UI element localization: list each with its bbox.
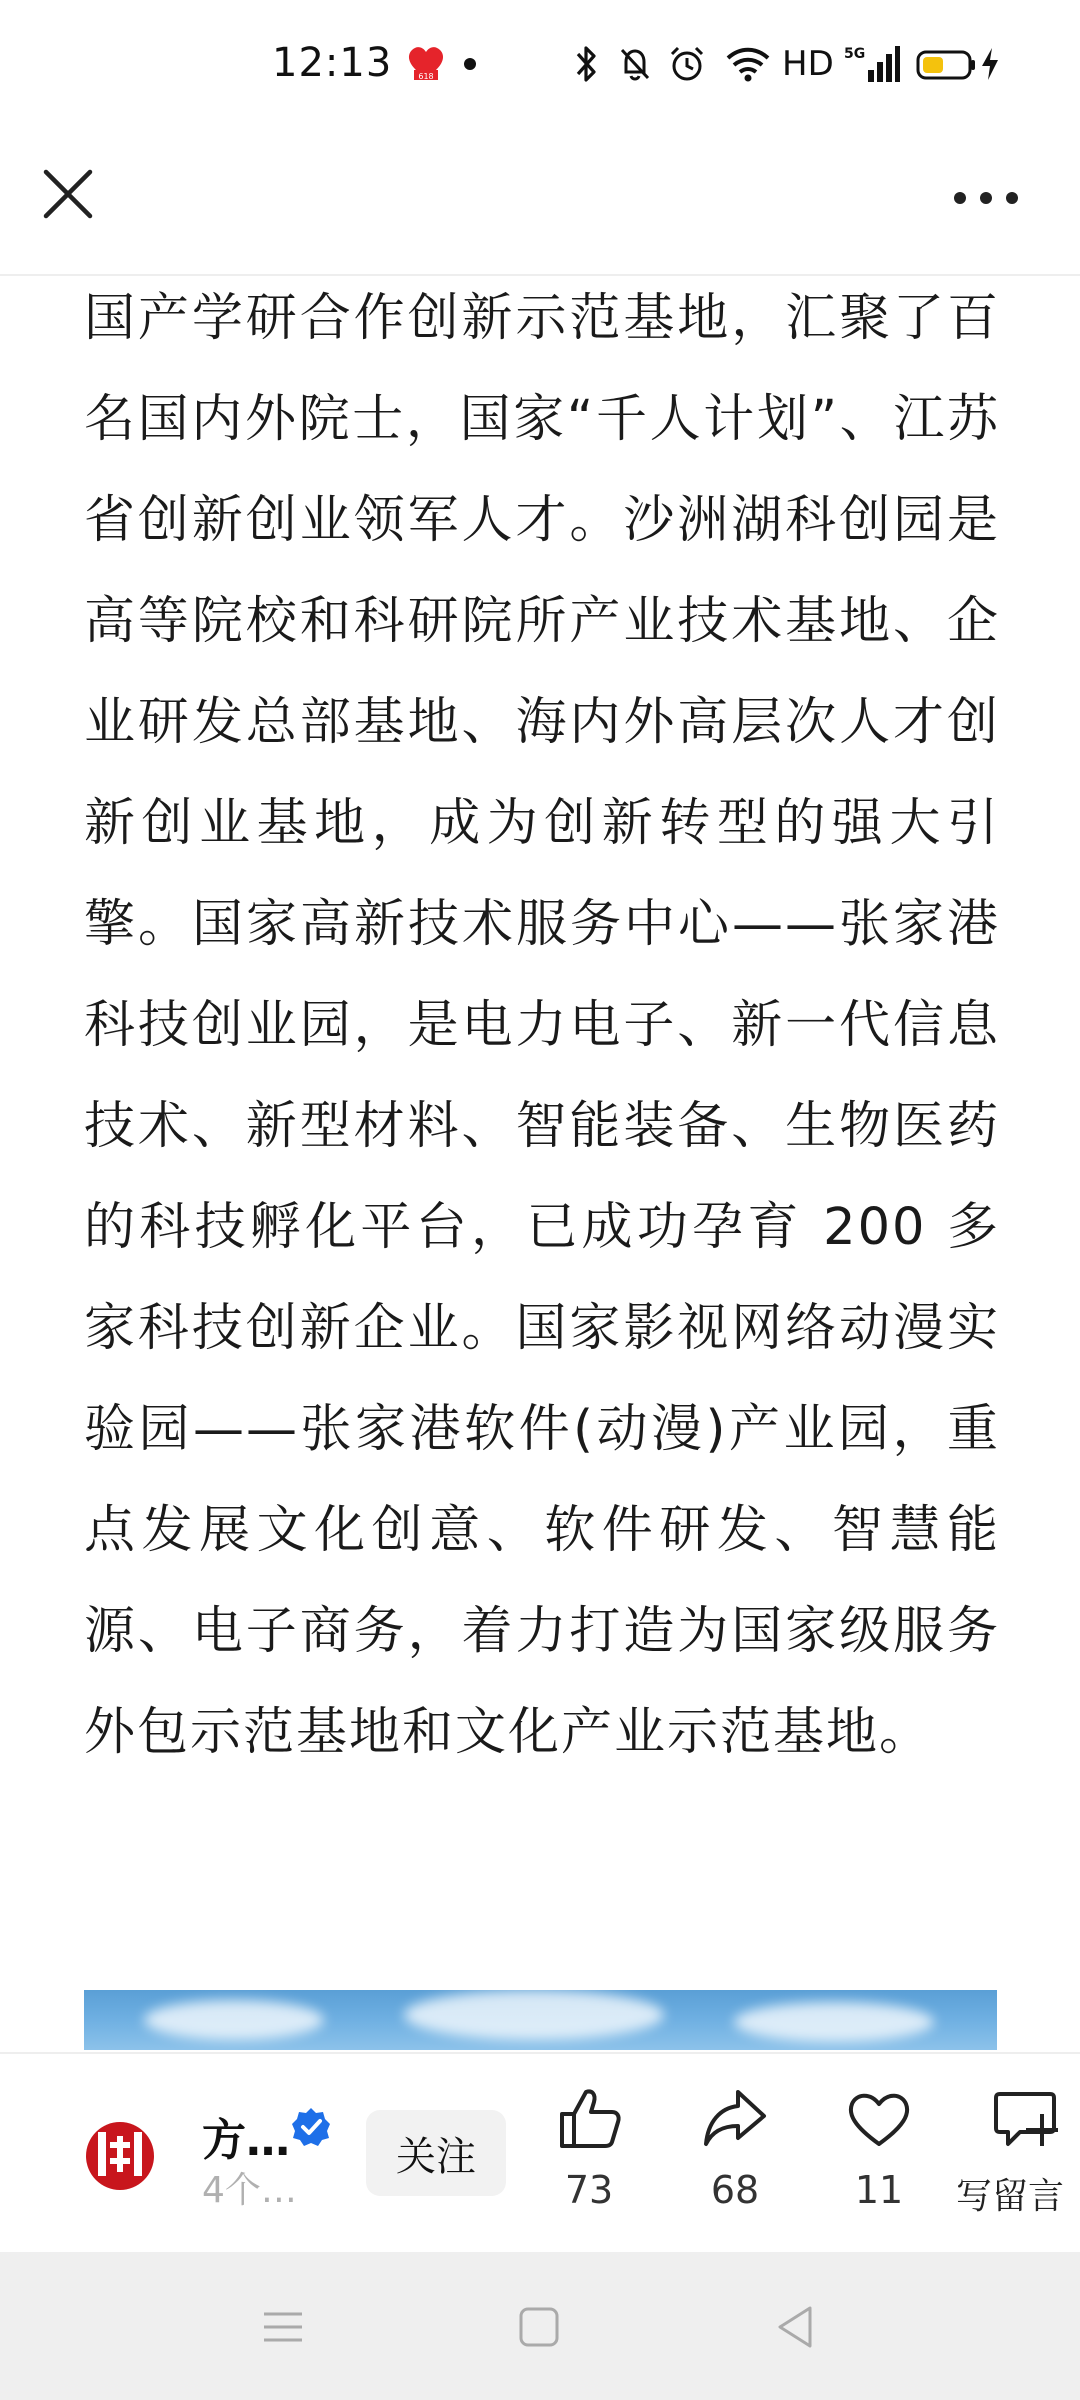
status-bar <box>0 0 1080 130</box>
bottom-action-bar <box>0 2052 1080 2254</box>
follow-button[interactable]: 关注 <box>366 2110 506 2196</box>
top-toolbar <box>0 130 1080 276</box>
heart-icon <box>844 2084 914 2154</box>
thumbs-up-icon <box>554 2084 624 2154</box>
author-name[interactable]: 方… <box>202 2115 290 2166</box>
verified-icon <box>290 2106 332 2148</box>
charging-icon <box>978 44 1002 84</box>
write-comment-button[interactable] <box>956 2084 1080 2219</box>
wifi-icon <box>724 44 772 84</box>
share-count: 68 <box>710 2168 760 2212</box>
heart-618-badge-icon <box>404 42 448 82</box>
svg-text:5G: 5G <box>844 46 866 62</box>
article-paragraph: 国产学研合作创新示范基地，汇聚了百名国内外院士，国家“千人计划”、江苏省创新创业领军人才。沙洲湖科创园是高等院校和科研院所产业技术基地、企业研发总部基地、海内外高层次人才创新创业基地，成为创新转型的强大引擎。国家高新技术服务中心——张家港科技创业园，是电力电子、新一代信息技术、新型材料、智能装备、生物医药的科技孵化平台，已成功孕育 200 多家科技创新企业。国家影视网络动漫实验园——张家港软件(动漫)产业园，重点发展文化创意、软件研发、智慧能源、电子商务，着力打造为国家级服务外包示范基地和文化产业示范基地。 <box>84 289 1000 1762</box>
share-button[interactable] <box>670 2084 800 2212</box>
signal-icon <box>844 44 900 84</box>
article-image[interactable] <box>84 1990 997 2050</box>
share-icon <box>700 2084 770 2154</box>
like-button[interactable] <box>524 2084 654 2212</box>
menu-icon[interactable] <box>258 2302 308 2352</box>
comment-add-icon <box>990 2084 1060 2154</box>
home-icon[interactable] <box>514 2302 564 2352</box>
system-nav-bar <box>0 2252 1080 2400</box>
svg-text:618: 618 <box>418 72 434 81</box>
battery-icon <box>916 44 976 84</box>
mute-icon <box>618 44 652 84</box>
write-comment-label: 写留言 <box>956 2176 1065 2217</box>
hd-label: HD <box>782 44 834 84</box>
close-icon[interactable] <box>36 162 100 226</box>
article-body <box>84 268 1000 1783</box>
back-icon[interactable] <box>770 2302 820 2352</box>
alarm-icon <box>668 44 706 84</box>
more-icon[interactable] <box>946 168 1026 228</box>
bluetooth-icon <box>572 44 600 84</box>
like-count: 73 <box>564 2168 614 2212</box>
author-subtitle: 4个… <box>202 2170 297 2211</box>
favorite-button[interactable] <box>814 2084 944 2212</box>
status-time: 12:13 <box>272 40 393 86</box>
notification-dot-icon <box>464 58 476 70</box>
favorite-count: 11 <box>854 2168 904 2212</box>
author-avatar[interactable] <box>84 2112 156 2196</box>
